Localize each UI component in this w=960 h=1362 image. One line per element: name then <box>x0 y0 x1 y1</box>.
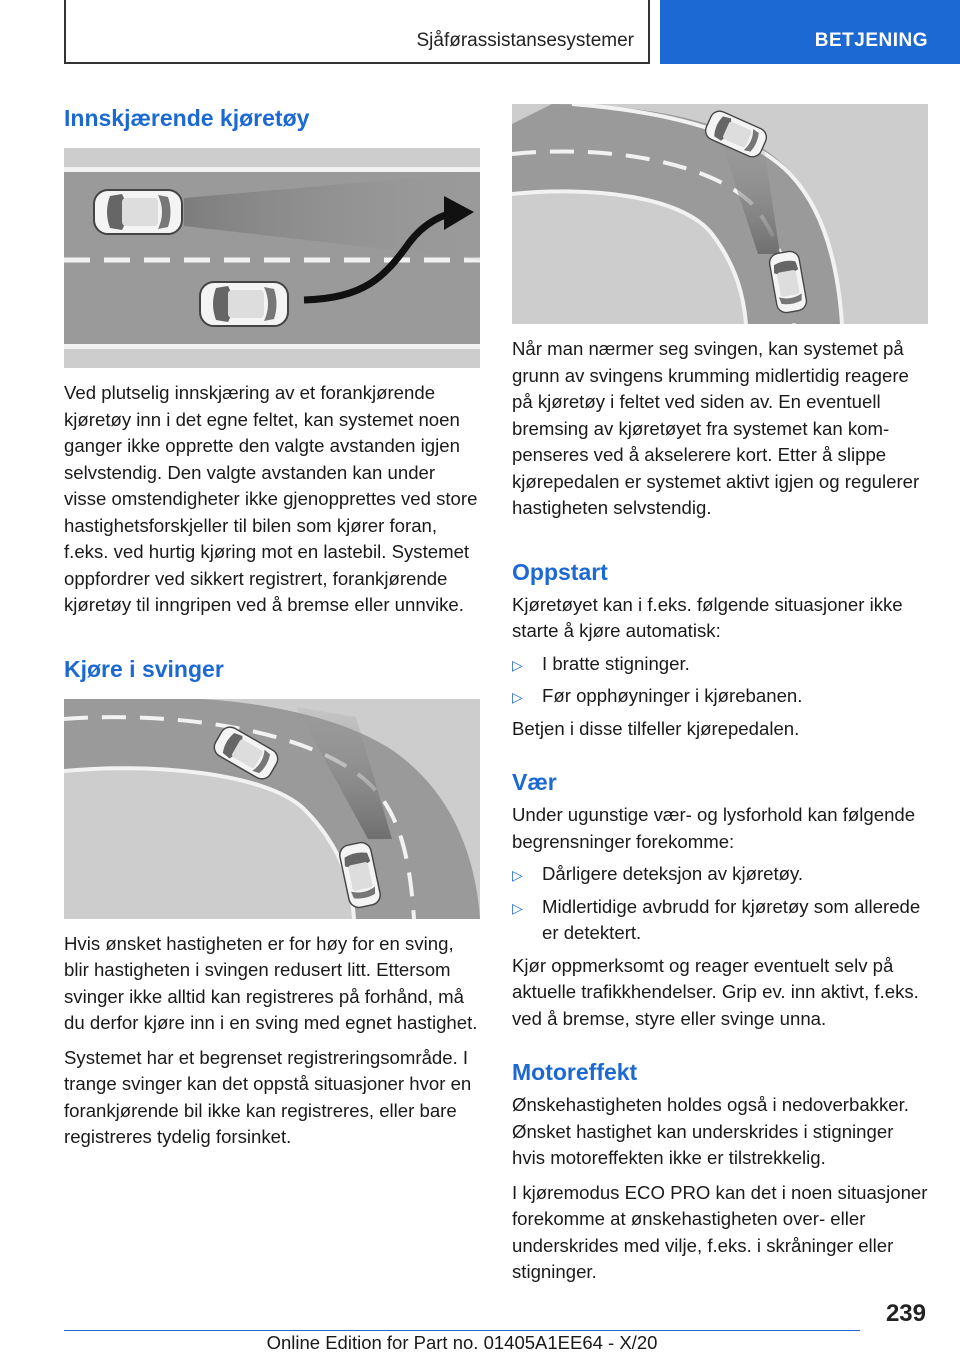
heading-cut-in-vehicle: Innskjærende kjøretøy <box>64 105 310 131</box>
list-item: ▷ Før opphøyninger i kjørebanen. <box>512 683 928 710</box>
figure-curve-speed-illustration <box>64 699 480 919</box>
paragraph-engine-power: Ønskehastigheten holdes også i nedoverbakker. Ønsket hastighet kan underskrides i stigninger hvis motoreffekten ikke er tilstrekkelig. <box>512 1094 909 1168</box>
list-item: ▷ I bratte stigninger. <box>512 651 928 678</box>
chapter-tab[interactable] <box>660 0 960 64</box>
figure-adjacent-lane <box>512 104 928 324</box>
chapter-tab-label: BETJENING <box>814 30 928 51</box>
list-start-situations <box>512 651 928 710</box>
paragraph-eco-pro: I kjøremodus ECO PRO kan det i noen situasjoner forekomme at ønskehastigheten over- eller underskrides med vilje, f.eks. i skråninger eller stigninger. <box>512 1181 928 1282</box>
paragraph-detection-range: Systemet har et begrenset registreringsområde. I trange svinger kan det oppstå situasjoner hvor en forankjørende bil ikke kan registreres, eller bare registreres tydelig forsinket. <box>64 1046 472 1147</box>
paragraph-weather: Under ugunstige vær- og lysforhold kan følgende begrensninger forekomme: <box>512 804 916 852</box>
heading-engine-power: Motoreffekt <box>512 1059 638 1085</box>
paragraph-weather-action: Kjør oppmerksomt og reager eventuelt selv på aktuelle trafikkhendelser. Grip ev. inn aktivt, f.eks. ved å bremse, styre eller svinge unna. <box>512 954 919 1029</box>
figure-cut-in <box>64 148 480 368</box>
triangle-bullet-icon: ▷ <box>512 899 523 916</box>
figure-curve-speed <box>64 699 480 919</box>
right-column <box>512 104 928 1286</box>
list-item: ▷ Dårligere deteksjon av kjøretøy. <box>512 861 928 888</box>
footer-rule <box>64 1330 860 1331</box>
paragraph-start: Kjøretøyet kan i f.eks. følgende situasjoner ikke starte å kjøre automatisk: <box>512 593 903 641</box>
heading-weather: Vær <box>512 769 557 795</box>
paragraph-start-action: Betjen i disse tilfeller kjørepedalen. <box>512 717 800 739</box>
triangle-bullet-icon: ▷ <box>512 689 523 705</box>
figure-adjacent-lane-illustration <box>512 104 928 324</box>
paragraph-cut-in: Ved plutselig innskjæring av et forankjørende kjøretøy inn i det egne feltet, kan systemet noen ganger ikke opprette den valgte avstanden igjen selvstendig. Den valgte avstanden kan under visse omstendigheter ikke gjenopprettes ved store hastighetsforskjeller til bilen som kjører foran, f.eks. ved hurtig kjøring mot en lastebil. Systemet oppfordrer ved sikkert registrert, forankjørende kjøretøy til inngripen ved å bremse eller unnvike. <box>64 382 478 615</box>
footer-edition: Online Edition for Part no. 01405A1EE64 - X/20 <box>266 1332 658 1353</box>
left-column <box>64 104 480 1151</box>
list-item: ▷ Midlertidige avbrudd for kjøretøy som allerede er detektert. <box>512 895 921 943</box>
section-title: Sjåførassistansesystemer <box>416 30 634 51</box>
triangle-bullet-icon: ▷ <box>512 867 523 883</box>
triangle-bullet-icon: ▷ <box>512 656 523 673</box>
paragraph-curve-speed: Hvis ønsket hastigheten er for høy for en sving, blir hastigheten i svingen redusert litt. Ettersom svinger ikke alltid kan registreres på forhånd, må du derfor kjøre inn i en sving med egnet hastighet. <box>64 932 478 1033</box>
heading-start: Oppstart <box>512 558 608 585</box>
list-weather-limitations <box>512 861 928 947</box>
page-number: 239 <box>885 1300 926 1327</box>
paragraph-adjacent-lane: Når man nærmer seg svingen, kan systemet på grunn av svingens krumming midlertidig reagere på kjøretøy i feltet ved siden av. En eventuell bremsing av kjøretøyet fra systemet kan kompenseres ved å akselerere kort. Etter å slippe kjørepedalen er systemet aktivt igjen og regulerer hastigheten selvstendig. <box>512 338 920 518</box>
figure-cut-in-illustration <box>64 148 480 368</box>
heading-curves: Kjøre i svinger <box>64 655 224 682</box>
header-frame <box>64 0 650 64</box>
